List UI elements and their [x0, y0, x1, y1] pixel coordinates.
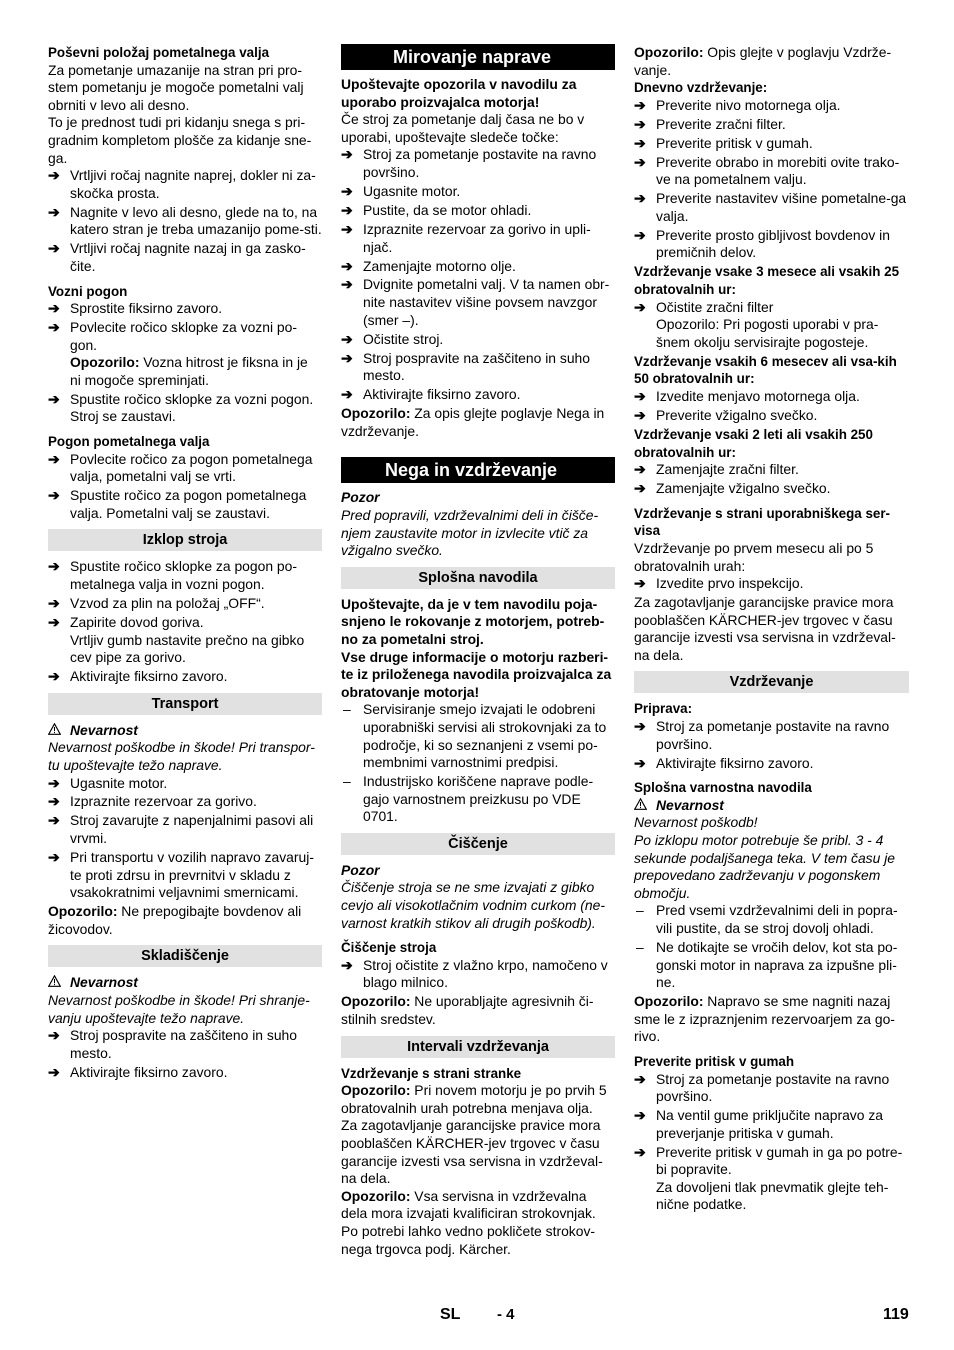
arrow-right-icon: ➔ [48, 1063, 60, 1080]
list-pritisk [634, 1071, 909, 1215]
para-servis: Vzdrževanje po prvem mesecu ali po 5 obratovalnih urah: [634, 539, 874, 574]
list-item: ➔ Stroj za pometanje postavite na ravno površino. [341, 146, 597, 180]
arrow-right-icon: ➔ [634, 1107, 646, 1124]
section-transport: Transport [48, 693, 322, 715]
arrow-right-icon: ➔ [48, 774, 60, 791]
arrow-right-icon: ➔ [48, 203, 60, 220]
para-stranka-2: Za zagotavljanje garancijske pravice mora pooblaščen KÄRCHER-jev trgovec v času garancije izvesti vsa servisna in vzdrževal-na dela. [341, 1117, 603, 1187]
arrow-right-icon: ➔ [634, 96, 646, 113]
bold-para-mirovanje: Upoštevajte opozorila v navodilu za uporabo proizvajalca motorja! [341, 76, 577, 110]
arrow-right-icon: ➔ [341, 956, 353, 973]
section-vzdrzevanje: Vzdrževanje [634, 671, 909, 693]
chapter-title-mirovanje: Mirovanje naprave [341, 44, 615, 70]
heading-servis: Vzdrževanje s strani uporabniškega ser-visa [634, 505, 891, 539]
arrow-right-icon: ➔ [48, 613, 60, 630]
arrow-right-icon: ➔ [634, 718, 646, 735]
list-posevni [48, 167, 322, 275]
section-skladiscenje: Skladiščenje [48, 945, 322, 967]
list-item: ➔ Zamenjajte motorno olje. [341, 257, 516, 274]
list-item: ➔ Vzvod za plin na položaj „OFF“. [48, 594, 265, 611]
heading-ciscenje: Čiščenje stroja [341, 940, 437, 956]
list-item: ➔ Vrtljivi ročaj nagnite naprej, dokler ni za-skočka prosta. [48, 167, 316, 201]
list-item: – Pred vsemi vzdrževalnimi deli in popra-vili pustite, da se stroj dovolj ohladi. [636, 902, 898, 936]
list-item: ➔ Sprostite fiksirno zavoro. [48, 300, 223, 317]
list-skladiscenje [48, 1027, 322, 1081]
footer-subpage: - 4 [497, 1306, 515, 1323]
section-intervali: Intervali vzdrževanja [341, 1036, 615, 1058]
arrow-right-icon: ➔ [48, 558, 60, 575]
list-item: ➔ Preverite pritisk v gumah. [634, 134, 813, 151]
arrow-right-icon: ➔ [48, 594, 60, 611]
warning-text-1: Nevarnost poškodb! [634, 814, 758, 831]
dash-bullet: – [636, 938, 644, 955]
arrow-right-icon: ➔ [634, 298, 646, 315]
list-izklop [48, 558, 322, 685]
list-item: ➔ Izpraznite rezervoar za gorivo. [48, 793, 257, 810]
heading-stranka: Vzdrževanje s strani stranke [341, 1065, 522, 1081]
list-item: ➔ Zapirite dovod goriva. Vrtljiv gumb nastavite prečno na gibko cev pipe za gorivo. [48, 613, 305, 666]
warning-heading: Nevarnost [48, 974, 322, 992]
list-item: ➔ Nagnite v levo ali desno, glede na to, na katero stran je treba umazanijo pome-sti. [48, 203, 322, 238]
section-splosna: Splošna navodila [341, 567, 615, 589]
list-item: ➔ Na ventil gume priključite napravo za preverjanje pritiska v gumah. [634, 1107, 883, 1141]
para-servis-2: Za zagotavljanje garancijske pravice mora pooblaščen KÄRCHER-jev trgovec v času garancije izvesti vsa servisna in vzdrževal-na dela. [634, 594, 896, 663]
dash-bullet: – [343, 701, 351, 718]
list-mirovanje [341, 146, 615, 403]
list-item: ➔ Stroj očistite z vlažno krpo, namočeno v blago milnico. [341, 956, 608, 991]
warning-text-2: Po izklopu motor potrebuje še pribl. 3 - 4 sekunde podaljšanega teka. V tem času je prepovedano zadrževanju v pogonskem območju. [634, 832, 896, 901]
footer-page-number: 119 [883, 1306, 909, 1323]
arrow-right-icon: ➔ [48, 1027, 60, 1044]
list-item: ➔ Vrtljivi ročaj nagnite nazaj in ga zasko-čite. [48, 240, 306, 274]
section-ciscenje: Čiščenje [341, 833, 615, 855]
warning-triangle-icon [48, 974, 62, 992]
heading-vozni: Vozni pogon [48, 283, 128, 299]
arrow-right-icon: ➔ [341, 257, 353, 274]
arrow-right-icon: ➔ [341, 349, 353, 366]
list-item: ➔ Spustite ročico za pogon pometalnega valja. Pometalni valj se zaustavi. [48, 487, 307, 521]
list-transport [48, 775, 322, 902]
dash-bullet: – [636, 902, 644, 919]
note-mirovanje: Opozorilo: Za opis glejte poglavje Nega in vzdrževanje. [341, 405, 605, 439]
list-item: ➔ Preverite nivo motornega olja. [634, 96, 841, 113]
list-item: ➔ Očistite zračni filter Opozorilo: Pri pogosti uporabi v pra-šnem okolju servisirajte pogosteje. [634, 298, 879, 350]
para-posevni-1: Za pometanje umazanije na stran pri pro-stem pometanju je mogoče pometalni valj obrniti v levo ali desno. [48, 61, 304, 113]
arrow-right-icon: ➔ [634, 575, 646, 592]
arrow-right-icon: ➔ [634, 480, 646, 497]
arrow-right-icon: ➔ [634, 153, 646, 170]
arrow-right-icon: ➔ [48, 390, 60, 407]
arrow-right-icon: ➔ [341, 330, 353, 347]
arrow-right-icon: ➔ [634, 190, 646, 207]
arrow-right-icon: ➔ [48, 849, 60, 866]
list-item: ➔ Povlecite ročico sklopke za vozni po-gon. Opozorilo: Vozna hitrost je fiksna in je ni mogoče spreminjati. [48, 319, 308, 388]
dash-bullet: – [343, 773, 351, 790]
heading-varnostna: Splošna varnostna navodila [634, 780, 812, 796]
warning-triangle-icon [634, 797, 648, 815]
list-6mesecev [634, 388, 909, 425]
arrow-right-icon: ➔ [48, 300, 60, 317]
arrow-right-icon: ➔ [341, 201, 353, 218]
arrow-right-icon: ➔ [48, 668, 60, 685]
warning-heading: Nevarnost [48, 722, 322, 740]
list-item: ➔ Izvedite menjavo motornega olja. [634, 388, 860, 405]
list-dnevno [634, 97, 909, 262]
list-item: ➔ Preverite pritisk v gumah in ga po potre-bi popravite. Za dovoljeni tlak pnevmatik glejte teh-nične podatke. [634, 1143, 903, 1213]
list-ciscenje [341, 957, 615, 992]
arrow-right-icon: ➔ [48, 450, 60, 467]
list-item: ➔ Pri transportu v vozilih napravo zavaruj-te proti zdrsu in prevrnitvi v skladu z vsakokratnimi veljavnimi smernicami. [48, 849, 314, 901]
list-item: ➔ Stroj pospravite na zaščiteno in suho mesto. [48, 1027, 298, 1061]
list-varnostna [634, 902, 909, 991]
list-item: ➔ Preverite obrabo in morebiti ovite trako-ve na pometalnem valju. [634, 153, 900, 188]
list-item: ➔ Izpraznite rezervoar za gorivo in upli-njač. [341, 220, 591, 255]
arrow-right-icon: ➔ [48, 319, 60, 336]
list-priprava [634, 718, 909, 772]
list-item: ➔ Preverite vžigalno svečko. [634, 407, 818, 423]
arrow-right-icon: ➔ [634, 115, 646, 132]
arrow-right-icon: ➔ [341, 276, 353, 293]
list-item: ➔ Izvedite prvo inspekcijo. [634, 575, 804, 592]
warning-triangle-icon [48, 722, 62, 740]
arrow-right-icon: ➔ [341, 386, 353, 403]
list-servis [634, 575, 909, 593]
list-item: ➔ Preverite nastavitev višine pometalne-ga valja. [634, 190, 907, 224]
section-izklop: Izklop stroja [48, 529, 322, 551]
list-item: ➔ Spustite ročico sklopke za vozni pogon. Stroj se zaustavi. [48, 390, 314, 425]
list-item: ➔ Dvignite pometalni valj. V ta namen obr-nite nastavitev višine povsem navzgor (smer –). [341, 276, 610, 328]
bold-para-splosna-2: Vse druge informacije o motorju razberi-te iz priloženega navodila proizvajalca za obratovanje motorja! [341, 648, 612, 700]
arrow-right-icon: ➔ [48, 167, 60, 184]
arrow-right-icon: ➔ [48, 240, 60, 257]
list-item: ➔ Stroj za pometanje postavite na ravno površino. [634, 1070, 890, 1105]
chapter-title-nega: Nega in vzdrževanje [341, 457, 615, 483]
arrow-right-icon: ➔ [48, 812, 60, 829]
arrow-right-icon: ➔ [48, 793, 60, 810]
heading-pritisk: Preverite pritisk v gumah [634, 1053, 795, 1069]
heading-posevni: Poševni položaj pometalnega valja [48, 45, 270, 60]
caution-heading: Pozor [341, 861, 380, 878]
caution-text-nega: Pred popravili, vzdrževalnimi deli in čišče-njem zaustavite motor in izvlecite vtič za vžigalno svečko. [341, 506, 599, 559]
list-item: ➔ Ugasnite motor. [341, 182, 461, 199]
arrow-right-icon: ➔ [341, 146, 353, 163]
note-label: Opozorilo: [70, 354, 140, 371]
warning-text-skladiscenje: Nevarnost poškodbe in škode! Pri shranje-vanju upoštevajte težo naprave. [48, 992, 310, 1026]
caution-heading: Pozor [341, 489, 380, 506]
bold-para-splosna-1: Upoštevajte, da je v tem navodilu poja-snjeno le rokovanje z motorjem, potreb-no za pometalni stroj. [341, 595, 605, 647]
list-item: ➔ Stroj pospravite na zaščiteno in suho mesto. [341, 349, 591, 384]
heading-2leti: Vzdrževanje vsaki 2 leti ali vsakih 250 obratovalnih ur: [634, 426, 873, 460]
arrow-right-icon: ➔ [48, 487, 60, 504]
list-pogon [48, 451, 322, 523]
arrow-right-icon: ➔ [634, 226, 646, 243]
heading-6mesecev: Vzdrževanje vsakih 6 mesecev ali vsa-kih 50 obratovalnih ur: [634, 353, 897, 387]
note-varnostna: Opozorilo: Napravo se sme nagniti nazaj sme le z izpraznjenim rezervoarjem za go-rivo. [634, 993, 895, 1045]
warning-heading: Nevarnost [634, 797, 909, 815]
arrow-right-icon: ➔ [341, 220, 353, 237]
list-item: ➔ Aktivirajte fiksirno zavoro. [48, 1063, 228, 1080]
list-item: ➔ Stroj za pometanje postavite na ravno površino. [634, 718, 890, 752]
list-vozni [48, 300, 322, 426]
heading-priprava: Priprava: [634, 701, 693, 717]
note-transport: Opozorilo: Ne prepogibajte bovdenov ali žicovodov. [48, 903, 302, 937]
list-item: ➔ Povlecite ročico za pogon pometalnega valja, pometalni valj se vrti. [48, 450, 313, 485]
list-item: ➔ Pustite, da se motor ohladi. [341, 201, 532, 218]
para-posevni-2: To je prednost tudi pri kidanju snega s pri-gradnim kompletom plošče za kidanje sne-ga. [48, 114, 312, 166]
arrow-right-icon: ➔ [634, 1143, 646, 1160]
arrow-right-icon: ➔ [341, 182, 353, 199]
arrow-right-icon: ➔ [634, 407, 646, 423]
column-2 [341, 44, 615, 1258]
list-item: ➔ Ugasnite motor. [48, 774, 168, 791]
column-3 [634, 44, 909, 1215]
para-mirovanje: Če stroj za pometanje dalj časa ne bo v uporabi, upoštevajte sledeče točke: [341, 111, 585, 145]
list-item: – Industrijsko koriščene naprave podle-gajo varnostnem preizkusu po VDE 0701. [343, 773, 594, 825]
caution-text-ciscenje: Čiščenje stroja se ne sme izvajati z gibko cevjo ali visokotlačnim vodnim curkom (ne-varnost kratkih stikov ali drugih poškodb). [341, 879, 606, 931]
list-item: ➔ Stroj zavarujte z napenjalnimi pasovi ali vrvmi. [48, 812, 314, 847]
list-3mesece [634, 299, 909, 352]
warning-text-transport: Nevarnost poškodbe in škode! Pri transpor-tu upoštevajte težo naprave. [48, 739, 315, 773]
list-item: ➔ Zamenjajte vžigalno svečko. [634, 480, 831, 497]
note-stranka-3: Opozorilo: Vsa servisna in vzdrževalna dela mora izvajati kvalificiran strokovnjak. Po potrebi lahko vedno pokličete strokov-nega trgovca podj. Kärcher. [341, 1187, 596, 1257]
heading-dnevno: Dnevno vzdrževanje: [634, 80, 768, 96]
list-item: ➔ Zamenjajte zračni filter. [634, 461, 799, 478]
arrow-right-icon: ➔ [634, 134, 646, 151]
list-splosna [341, 701, 615, 826]
list-item: ➔ Očistite stroj. [341, 330, 444, 347]
list-item: – Servisiranje smejo izvajati le odobreni uporabniški servisi ali strokovnjaki za to področje, ki so seznanjeni z vsemi po-membnimi varnostnimi predpisi. [343, 701, 607, 771]
arrow-right-icon: ➔ [634, 461, 646, 478]
arrow-right-icon: ➔ [634, 1070, 646, 1087]
list-item: ➔ Preverite prosto gibljivost bovdenov in premičnih delov. [634, 226, 890, 261]
note-stranka-1: Opozorilo: Pri novem motorju je po prvih 5 obratovalnih urah potrebna menjava olja. [341, 1082, 607, 1116]
arrow-right-icon: ➔ [634, 754, 646, 771]
list-2leti [634, 461, 909, 498]
note-top: Opozorilo: Opis glejte v poglavju Vzdrže-vanje. [634, 44, 892, 78]
footer-language: SL [440, 1306, 461, 1323]
list-item: ➔ Preverite zračni filter. [634, 115, 786, 132]
list-item: ➔ Aktivirajte fiksirno zavoro. [48, 668, 228, 685]
arrow-right-icon: ➔ [634, 388, 646, 405]
list-item: – Ne dotikajte se vročih delov, kot sta po-gonski motor in naprava za izpušne pli-ne. [636, 938, 898, 991]
column-1 [48, 44, 322, 1083]
list-item: ➔ Spustite ročico sklopke za pogon po-metalnega valja in vozni pogon. [48, 558, 298, 592]
list-item: ➔ Aktivirajte fiksirno zavoro. [634, 754, 814, 771]
list-item: ➔ Aktivirajte fiksirno zavoro. [341, 386, 521, 403]
note-ciscenje: Opozorilo: Ne uporabljajte agresivnih či-stilnih sredstev. [341, 993, 594, 1028]
heading-pogon: Pogon pometalnega valja [48, 434, 210, 450]
heading-3mesece: Vzdrževanje vsake 3 mesece ali vsakih 25 obratovalnih ur: [634, 264, 900, 298]
